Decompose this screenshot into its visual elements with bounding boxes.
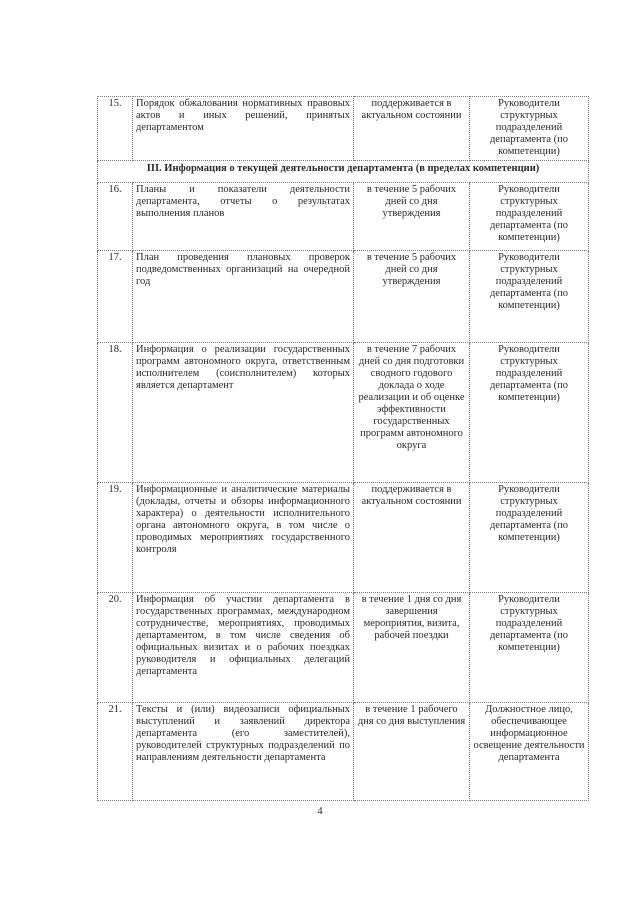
row-responsible: Руководители структурных подразделений департамента (по компетенции) [470,183,589,251]
row-term: в течение 1 дня со дня завершения мероприятия, визита, рабочей поездки [354,593,470,703]
row-name: Информация о реализации государственных программ автономного округа, ответственным исполнителем (соисполнителем) которых является департамент [133,343,354,483]
row-number: 20. [98,593,133,703]
row-number: 17. [98,251,133,343]
section-header-row [98,161,589,183]
row-responsible: Руководители структурных подразделений департамента (по компетенции) [470,593,589,703]
row-term: в течение 5 рабочих дней со дня утверждения [354,183,470,251]
table-row [98,183,589,251]
table-row [98,483,589,593]
row-responsible: Руководители структурных подразделений департамента (по компетенции) [470,97,589,161]
row-number: 19. [98,483,133,593]
table-row [98,703,589,801]
row-name: Тексты и (или) видеозаписи официальных выступлений и заявлений директора департамента (его заместителей), руководителей структурных подразделений по направлениям деятельности департамента [133,703,354,801]
table-row [98,593,589,703]
table-row [98,251,589,343]
table-row [98,343,589,483]
row-responsible: Руководители структурных подразделений департамента (по компетенции) [470,343,589,483]
row-responsible: Руководители структурных подразделений департамента (по компетенции) [470,251,589,343]
row-term: поддерживается в актуальном состоянии [354,483,470,593]
row-name: Информационные и аналитические материалы (доклады, отчеты и обзоры информационного характера) о деятельности исполнительного органа автономного округа, в том числе о проводимых мероприятиях государственного контроля [133,483,354,593]
information-table [97,96,589,801]
row-term: поддерживается в актуальном состоянии [354,97,470,161]
row-responsible: Руководители структурных подразделений департамента (по компетенции) [470,483,589,593]
row-term: в течение 5 рабочих дней со дня утверждения [354,251,470,343]
row-number: 18. [98,343,133,483]
row-name: План проведения плановых проверок подведомственных организаций на очередной год [133,251,354,343]
page-number: 4 [317,806,323,817]
row-number: 21. [98,703,133,801]
row-name: Информация об участии департамента в государственных программах, международном сотрудничестве, мероприятиях, проводимых департаментом, в том числе сведения об официальных визитах и о рабочих поездках руководителя и официальных делегаций департамента [133,593,354,703]
table-row [98,97,589,161]
row-responsible: Должностное лицо, обеспечивающее информационное освещение деятельности департамента [470,703,589,801]
row-number: 15. [98,97,133,161]
row-number: 16. [98,183,133,251]
row-name: Порядок обжалования нормативных правовых актов и иных решений, принятых департаментом [133,97,354,161]
row-term: в течение 1 рабочего дня со дня выступления [354,703,470,801]
section-title: III. Информация о текущей деятельности департамента (в пределах компетенции) [98,161,589,183]
row-term: в течение 7 рабочих дней со дня подготовки сводного годового доклада о ходе реализации и об оценке эффективности государственных программ автономного округа [354,343,470,483]
row-name: Планы и показатели деятельности департамента, отчеты о результатах выполнения планов [133,183,354,251]
